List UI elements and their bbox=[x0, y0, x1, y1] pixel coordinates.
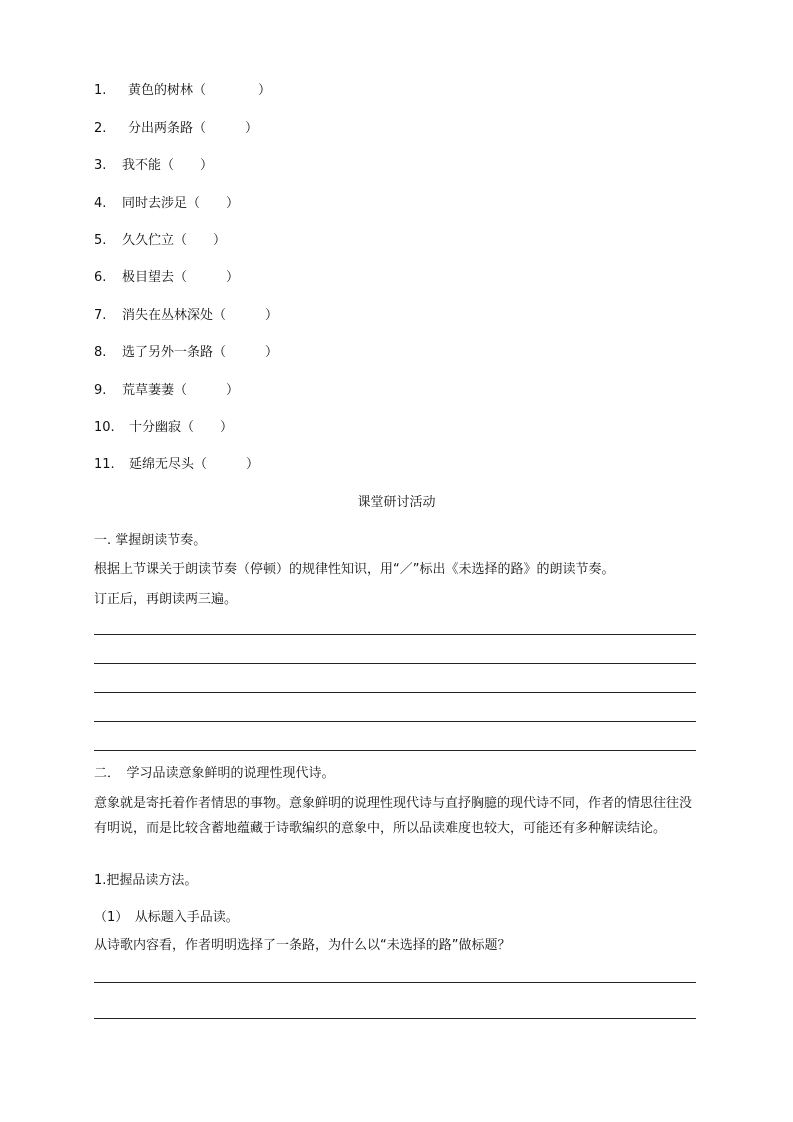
part1-heading: 一. 掌握朗读节奏。 bbox=[94, 533, 207, 548]
list-text: 消失在丛林深处（ ） bbox=[122, 308, 279, 323]
list-text: 分出两条路（ ） bbox=[128, 121, 259, 136]
list-item bbox=[94, 306, 278, 326]
part2-paragraph: 意象就是寄托着作者情思的事物。意象鲜明的说理性现代诗与直抒胸臆的现代诗不同，作者的情思往往没有明说，而是比较含蓄地蕴藏于诗歌编织的意象中，所以品读难度也较大，可能还有多种解读结论。 bbox=[94, 796, 693, 836]
list-number: 1. bbox=[94, 83, 107, 98]
list-text: 极目望去（ ） bbox=[122, 270, 240, 285]
section-title: 课堂研讨活动 bbox=[357, 495, 436, 510]
list-item bbox=[94, 455, 259, 475]
list-number: 9. bbox=[94, 383, 107, 398]
part2-heading: 二． 学习品读意象鲜明的说理性现代诗。 bbox=[94, 766, 335, 781]
list-text: 延绵无尽头（ ） bbox=[129, 457, 260, 472]
list-number: 2. bbox=[94, 121, 107, 136]
answer-line[interactable] bbox=[94, 721, 696, 722]
answer-line[interactable] bbox=[94, 692, 696, 693]
list-number: 3. bbox=[94, 158, 107, 173]
answer-line[interactable] bbox=[94, 750, 696, 751]
list-item bbox=[94, 119, 258, 139]
list-text: 同时去涉足（ ） bbox=[122, 196, 240, 211]
list-item bbox=[94, 156, 213, 176]
list-number: 8. bbox=[94, 345, 107, 360]
list-number: 4. bbox=[94, 196, 107, 211]
part2-subitem: （1） 从标题入手品读。 bbox=[94, 910, 239, 925]
list-number: 7. bbox=[94, 308, 107, 323]
part2-question: 从诗歌内容看，作者明明选择了一条路，为什么以“未选择的路”做标题？ bbox=[94, 938, 511, 953]
answer-line[interactable] bbox=[94, 663, 696, 664]
answer-line[interactable] bbox=[94, 634, 696, 635]
list-text: 久久伫立（ ） bbox=[122, 233, 227, 248]
list-item bbox=[94, 194, 239, 214]
list-item bbox=[94, 418, 233, 438]
list-text: 荒草萋萋（ ） bbox=[122, 383, 240, 398]
part2-subheading: 1.把握品读方法。 bbox=[94, 873, 198, 888]
list-text: 选了另外一条路（ ） bbox=[122, 345, 279, 360]
list-number: 11. bbox=[94, 457, 115, 472]
list-number: 10. bbox=[94, 420, 115, 435]
list-text: 十分幽寂（ ） bbox=[129, 420, 234, 435]
answer-line[interactable] bbox=[94, 982, 696, 983]
list-text: 黄色的树林（ ） bbox=[128, 83, 272, 98]
list-number: 6. bbox=[94, 270, 107, 285]
list-item bbox=[94, 343, 278, 363]
answer-line[interactable] bbox=[94, 1018, 696, 1019]
list-item bbox=[94, 81, 271, 101]
part1-instruction: 根据上节课关于朗读节奏（停顿）的规律性知识，用“／”标出《未选择的路》的朗读节奏。 bbox=[94, 562, 615, 577]
list-item bbox=[94, 268, 239, 288]
list-text: 我不能（ ） bbox=[122, 158, 214, 173]
part1-instruction-2: 订正后，再朗读两三遍。 bbox=[94, 592, 238, 607]
list-item bbox=[94, 231, 226, 251]
list-item bbox=[94, 381, 239, 401]
list-number: 5. bbox=[94, 233, 107, 248]
